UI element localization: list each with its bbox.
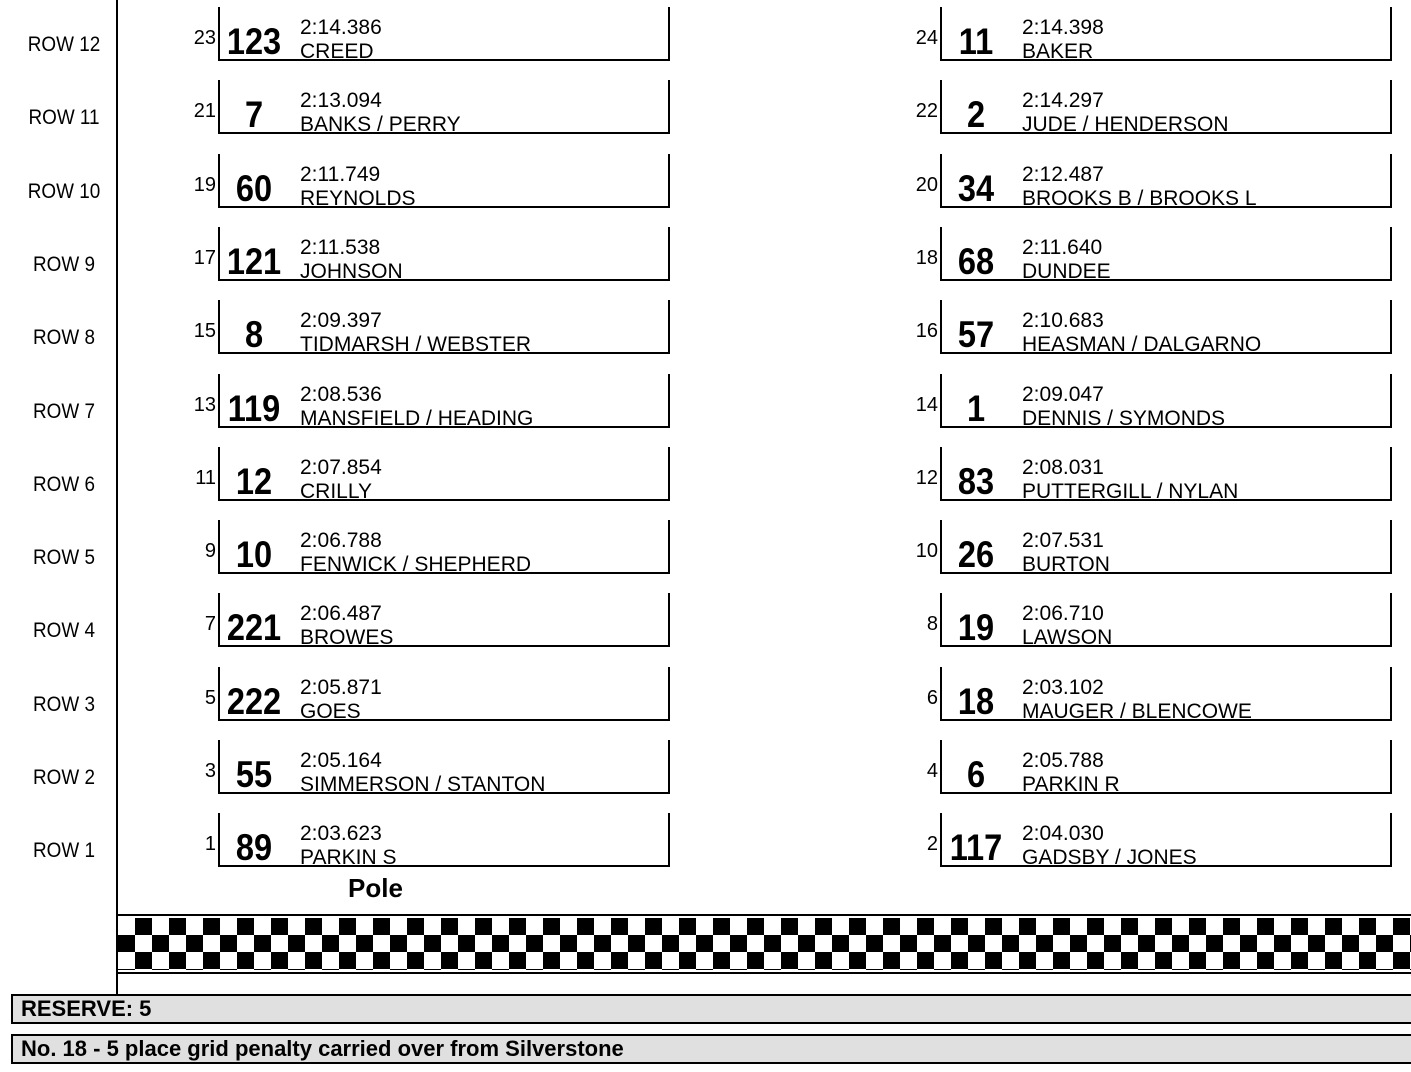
car-number: 8	[244, 314, 264, 355]
qualifying-time: 2:06.487	[300, 602, 382, 625]
row-label: ROW 10	[27, 180, 101, 203]
grid-slot-right	[0, 518, 1411, 580]
driver-names: CREED	[300, 40, 374, 63]
qualifying-time: 2:03.623	[300, 822, 382, 845]
driver-names: PARKIN S	[300, 846, 397, 869]
row-label: ROW 6	[33, 473, 95, 496]
driver-names: DUNDEE	[1022, 260, 1111, 283]
grid-position: 18	[915, 247, 938, 269]
driver-names: JOHNSON	[300, 260, 403, 283]
grid-position: 5	[204, 687, 216, 709]
driver-names: CRILLY	[300, 480, 372, 503]
qualifying-time: 2:10.683	[1022, 309, 1104, 332]
grid-slot-right	[0, 225, 1411, 287]
driver-names: SIMMERSON / STANTON	[300, 773, 546, 796]
car-number: 222	[226, 681, 282, 722]
grid-slot-box	[940, 520, 1392, 574]
grid-slot-right	[0, 372, 1411, 434]
car-number: 83	[957, 461, 995, 502]
row-label: ROW 4	[33, 619, 95, 642]
qualifying-time: 2:05.871	[300, 676, 382, 699]
grid-position: 1	[204, 833, 216, 855]
row-label: ROW 2	[33, 766, 95, 789]
grid-slot-right	[0, 78, 1411, 140]
qualifying-time: 2:14.398	[1022, 16, 1104, 39]
driver-names: BROOKS B / BROOKS L	[1022, 187, 1257, 210]
car-number: 123	[226, 21, 282, 62]
driver-names: REYNOLDS	[300, 187, 416, 210]
row-label: ROW 11	[28, 106, 100, 129]
grid-position: 11	[195, 467, 216, 489]
car-number: 26	[957, 534, 995, 575]
driver-names: BAKER	[1022, 40, 1094, 63]
grid-position: 2	[926, 833, 938, 855]
grid-position: 16	[915, 320, 938, 342]
driver-names: BURTON	[1022, 553, 1110, 576]
grid-position: 14	[915, 394, 938, 416]
grid-slot-box	[940, 80, 1392, 134]
grid-slot-right	[0, 5, 1411, 67]
qualifying-time: 2:11.640	[1022, 236, 1103, 259]
grid-position: 6	[926, 687, 938, 709]
driver-names: TIDMARSH / WEBSTER	[300, 333, 532, 356]
driver-names: DENNIS / SYMONDS	[1022, 407, 1226, 430]
car-number: 60	[235, 168, 273, 209]
row-label: ROW 9	[33, 253, 95, 276]
car-number: 55	[235, 754, 273, 795]
car-number: 18	[957, 681, 995, 722]
qualifying-time: 2:07.854	[300, 456, 382, 479]
penalty-note-bar: No. 18 - 5 place grid penalty carried over from Silverstone	[11, 1034, 1411, 1064]
qualifying-time: 2:05.164	[300, 749, 382, 772]
car-number: 12	[235, 461, 273, 502]
driver-names: FENWICK / SHEPHERD	[300, 553, 532, 576]
grid-position: 17	[193, 247, 216, 269]
grid-position: 13	[193, 394, 216, 416]
driver-names: GOES	[300, 700, 361, 723]
driver-names: GADSBY / JONES	[1022, 846, 1197, 869]
grid-slot-box	[940, 667, 1392, 721]
grid-slot-right	[0, 738, 1411, 800]
qualifying-time: 2:09.047	[1022, 383, 1104, 406]
qualifying-time: 2:07.531	[1022, 529, 1104, 552]
qualifying-time: 2:03.102	[1022, 676, 1104, 699]
qualifying-time: 2:04.030	[1022, 822, 1104, 845]
car-number: 7	[244, 94, 264, 135]
driver-names: PARKIN R	[1022, 773, 1120, 796]
car-number: 10	[235, 534, 273, 575]
car-number: 117	[949, 827, 1003, 868]
row-label: ROW 3	[33, 693, 95, 716]
qualifying-time: 2:08.031	[1022, 456, 1104, 479]
driver-names: PUTTERGILL / NYLAN	[1022, 480, 1239, 503]
grid-position: 8	[926, 613, 938, 635]
grid-slot-box	[940, 813, 1392, 867]
driver-names: HEASMAN / DALGARNO	[1022, 333, 1262, 356]
grid-position: 4	[926, 760, 938, 782]
driver-names: MAUGER / BLENCOWE	[1022, 700, 1252, 723]
car-number: 89	[235, 827, 273, 868]
driver-names: BANKS / PERRY	[300, 113, 461, 136]
car-number: 119	[227, 388, 281, 429]
grid-slot-right	[0, 665, 1411, 727]
grid-position: 10	[915, 540, 938, 562]
grid-slot-box	[940, 740, 1392, 794]
grid-position: 23	[193, 27, 216, 49]
grid-position: 20	[915, 174, 938, 196]
row-label: ROW 7	[33, 400, 95, 423]
grid-position: 22	[915, 100, 938, 122]
grid-slot-right	[0, 298, 1411, 360]
qualifying-time: 2:12.487	[1022, 163, 1104, 186]
qualifying-time: 2:05.788	[1022, 749, 1104, 772]
row-label: ROW 12	[27, 33, 101, 56]
grid-position: 7	[204, 613, 216, 635]
car-number: 221	[226, 607, 282, 648]
driver-names: LAWSON	[1022, 626, 1113, 649]
grid-position: 19	[193, 174, 216, 196]
grid-slot-right	[0, 152, 1411, 214]
grid-slot-box	[940, 447, 1392, 501]
car-number: 34	[957, 168, 995, 209]
grid-slot-right	[0, 591, 1411, 653]
grid-position: 15	[193, 320, 216, 342]
car-number: 121	[226, 241, 282, 282]
grid-slot-box	[940, 154, 1392, 208]
grid-position: 9	[204, 540, 216, 562]
car-number: 68	[957, 241, 995, 282]
car-number: 6	[966, 754, 986, 795]
qualifying-time: 2:08.536	[300, 383, 382, 406]
qualifying-time: 2:14.297	[1022, 89, 1104, 112]
car-number: 2	[966, 94, 986, 135]
grid-slot-right	[0, 811, 1411, 873]
row-label: ROW 8	[33, 326, 95, 349]
grid-slot-box	[940, 374, 1392, 428]
grid-slot-box	[940, 7, 1392, 61]
grid-slot-box	[940, 593, 1392, 647]
qualifying-time: 2:13.094	[300, 89, 382, 112]
car-number: 11	[958, 21, 994, 62]
qualifying-time: 2:06.710	[1022, 602, 1104, 625]
car-number: 19	[957, 607, 995, 648]
driver-names: JUDE / HENDERSON	[1022, 113, 1229, 136]
qualifying-time: 2:14.386	[300, 16, 382, 39]
grid-position: 24	[915, 27, 938, 49]
qualifying-time: 2:11.538	[300, 236, 381, 259]
row-label: ROW 5	[33, 546, 95, 569]
pole-label: Pole	[348, 873, 403, 903]
grid-position: 3	[204, 760, 216, 782]
row-label: ROW 1	[33, 839, 95, 862]
qualifying-time: 2:06.788	[300, 529, 382, 552]
grid-position: 12	[915, 467, 938, 489]
finish-line-top-rule	[118, 914, 1411, 916]
car-number: 1	[966, 388, 986, 429]
grid-slot-right	[0, 445, 1411, 507]
qualifying-time: 2:09.397	[300, 309, 382, 332]
qualifying-time: 2:11.749	[300, 163, 381, 186]
car-number: 57	[957, 314, 995, 355]
driver-names: MANSFIELD / HEADING	[300, 407, 534, 430]
grid-position: 21	[193, 100, 216, 122]
driver-names: BROWES	[300, 626, 394, 649]
chequered-flag-band	[118, 918, 1411, 970]
finish-line-bottom-rule	[118, 972, 1411, 974]
grid-slot-box	[940, 300, 1392, 354]
reserve-bar: RESERVE: 5	[11, 994, 1411, 1024]
grid-slot-box	[940, 227, 1392, 281]
